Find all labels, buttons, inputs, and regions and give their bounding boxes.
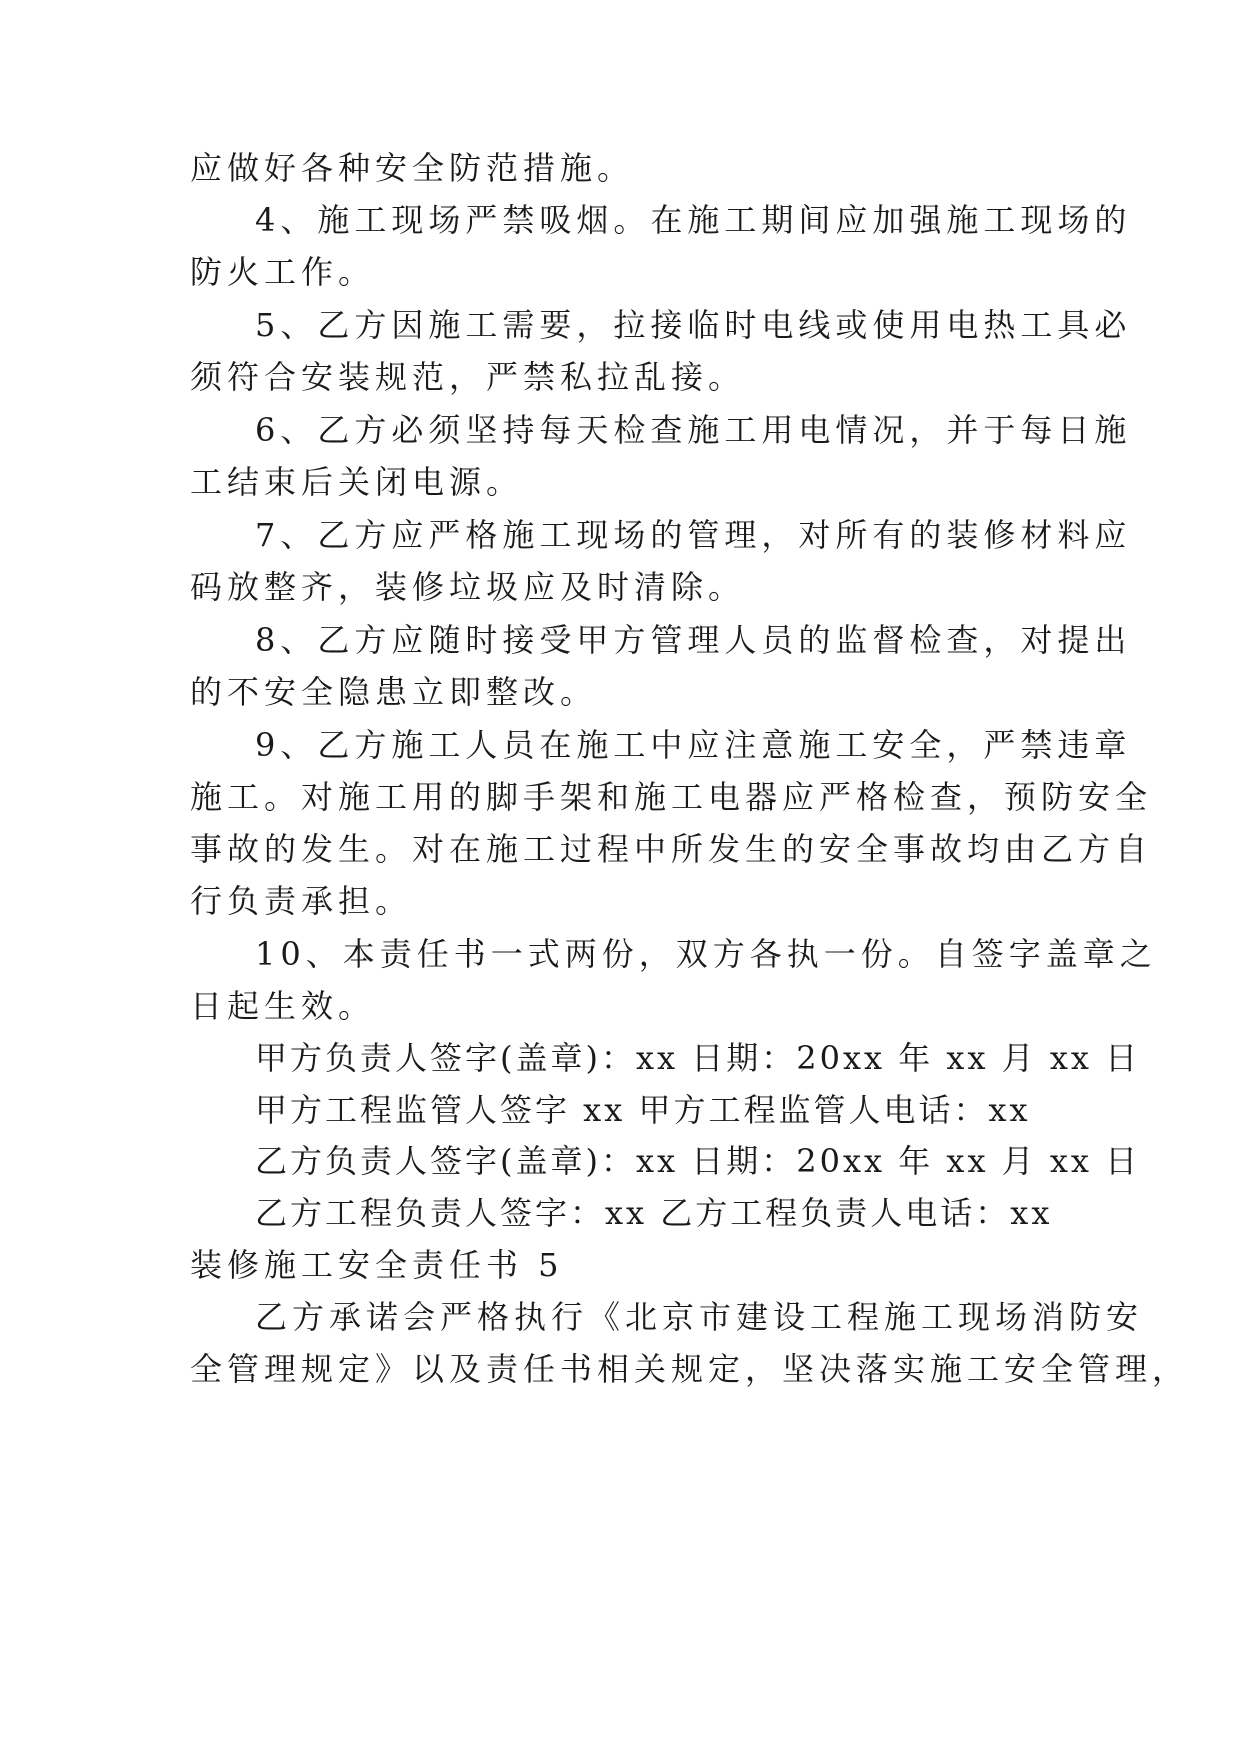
party-a-signature-line: 甲方负责人签字(盖章)：xx 日期：20xx 年 xx 月 xx 日 — [255, 1039, 1141, 1077]
clause-5-line-1: 5、乙方因施工需要，拉接临时电线或使用电热工具必 — [255, 306, 1132, 344]
clause-8-line-1: 8、乙方应随时接受甲方管理人员的监督检查，对提出 — [255, 621, 1132, 659]
clause-9-line-1: 9、乙方施工人员在施工中应注意施工安全，严禁违章 — [255, 726, 1132, 764]
clause-9-line-3: 事故的发生。对在施工过程中所发生的安全事故均由乙方自 — [190, 830, 1153, 868]
commitment-line-1: 乙方承诺会严格执行《北京市建设工程施工现场消防安 — [255, 1298, 1144, 1336]
clause-4-line-1: 4、施工现场严禁吸烟。在施工期间应加强施工现场的 — [255, 201, 1132, 239]
clause-4-line-2: 防火工作。 — [190, 253, 376, 291]
clause-9-line-2: 施工。对施工用的脚手架和施工电器应严格检查，预防安全 — [190, 778, 1153, 816]
section-title: 装修施工安全责任书 5 — [190, 1246, 564, 1284]
clause-6-line-2: 工结束后关闭电源。 — [190, 463, 524, 501]
clause-9-line-4: 行负责承担。 — [190, 882, 413, 920]
party-b-signature-line: 乙方负责人签字(盖章)：xx 日期：20xx 年 xx 月 xx 日 — [255, 1142, 1141, 1180]
clause-8-line-2: 的不安全隐患立即整改。 — [190, 673, 598, 711]
clause-6-line-1: 6、乙方必须坚持每天检查施工用电情况，并于每日施 — [255, 411, 1132, 449]
party-b-manager-line: 乙方工程负责人签字：xx 乙方工程负责人电话：xx — [255, 1194, 1053, 1232]
commitment-line-2: 全管理规定》以及责任书相关规定，坚决落实施工安全管理， — [190, 1350, 1190, 1388]
clause-7-line-2: 码放整齐，装修垃圾应及时清除。 — [190, 568, 746, 606]
clause-7-line-1: 7、乙方应严格施工现场的管理，对所有的装修材料应 — [255, 516, 1132, 554]
text-line: 应做好各种安全防范措施。 — [190, 149, 635, 187]
clause-10-line-1: 10、本责任书一式两份，双方各执一份。自签字盖章之 — [255, 935, 1157, 973]
clause-5-line-2: 须符合安装规范，严禁私拉乱接。 — [190, 358, 746, 396]
clause-10-line-2: 日起生效。 — [190, 987, 376, 1025]
party-a-supervisor-line: 甲方工程监管人签字 xx 甲方工程监管人电话：xx — [255, 1091, 1031, 1129]
